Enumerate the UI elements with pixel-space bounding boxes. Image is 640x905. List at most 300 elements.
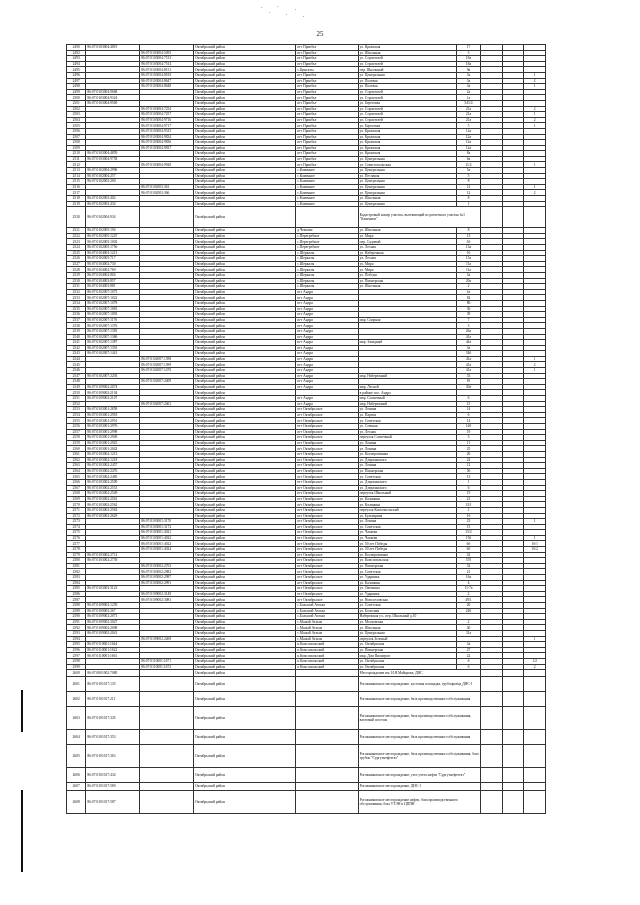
street-address: ул. Ударника: [358, 575, 456, 581]
district: Октябрьский район: [194, 745, 296, 768]
row-number: 2522: [67, 233, 86, 239]
house-number: 16а: [456, 575, 481, 581]
street-address: ул. Строителей: [358, 112, 456, 118]
district: Октябрьский район: [194, 791, 296, 814]
house-number: 1а: [456, 95, 481, 101]
locality: пгт Октябрьское: [296, 407, 358, 413]
cadastral-number-2: 86:07:0103001:3170: [140, 519, 194, 525]
cadastral-number-2: 86:07:0103004:9716: [140, 117, 194, 123]
district: Октябрьский район: [194, 507, 296, 513]
house-number: 30а: [456, 384, 481, 390]
row-number: 2546: [67, 368, 86, 374]
house-number: 3а: [456, 72, 481, 78]
house-number: 13а: [456, 245, 481, 251]
district: Октябрьский район: [194, 597, 296, 603]
cadastral-number: 86:07:0102004:934: [86, 207, 140, 228]
house-number: 12а: [456, 128, 481, 134]
district: Октябрьский район: [194, 491, 296, 497]
street-address: переулок Комсомольский: [358, 507, 456, 513]
house-number: 21: [456, 569, 481, 575]
house-number: 12а: [456, 145, 481, 151]
cadastral-number: 86:07:0103002:2739: [86, 558, 140, 564]
street-address: ул. Пионерская: [358, 468, 456, 474]
row-number: 2512: [67, 162, 86, 168]
cadastral-number: 86:07:0101017:363: [86, 745, 140, 768]
row-number: 2516: [67, 184, 86, 190]
cadastral-number-2: 86:07:0103004:7257: [140, 112, 194, 118]
district: Октябрьский район: [194, 145, 296, 151]
street-address: ул. Строителей: [358, 117, 456, 123]
row-number: 2562: [67, 457, 86, 463]
row-number: 2593: [67, 630, 86, 636]
district: Октябрьский район: [194, 300, 296, 306]
locality: пгт Октябрьское: [296, 513, 358, 519]
locality: пгт Андра: [296, 345, 358, 351]
house-number: 1: [456, 201, 481, 207]
district: Октябрьский район: [194, 261, 296, 267]
locality: [296, 677, 358, 692]
locality: с.Шеркалы: [296, 284, 358, 290]
row-number: 2535: [67, 306, 86, 312]
locality: пгт Приобье: [296, 145, 358, 151]
house-number: 18а: [456, 61, 481, 67]
cadastral-number: 86:07:0103002:2629: [86, 513, 140, 519]
house-number: 3: [456, 323, 481, 329]
apartment-number: 1: [524, 535, 546, 541]
row-number: 2549: [67, 384, 86, 390]
street-address: ул. Кооперативная: [358, 451, 456, 457]
row-number: 2515: [67, 179, 86, 185]
apartment-number: 1/2: [524, 658, 546, 664]
district: Октябрьский район: [194, 407, 296, 413]
locality: с.Шеркалы: [296, 261, 358, 267]
locality: с.Цингалы: [296, 67, 358, 73]
street-address: Набережная ул., пер. Школьный д.10: [358, 614, 456, 620]
district: Октябрьский район: [194, 162, 296, 168]
cadastral-number-2: [140, 768, 194, 783]
locality: пгт Андра: [296, 300, 358, 306]
cadastral-number: 86:07:0101017:211: [86, 692, 140, 707]
locality: пгт Октябрьское: [296, 552, 358, 558]
row-number: 2579: [67, 552, 86, 558]
row-number: 2588: [67, 603, 86, 609]
street-address: ул. Пионерская: [358, 647, 456, 653]
cadastral-number-2: 86:07:0103004:9834: [140, 134, 194, 140]
house-number: 12а: [456, 140, 481, 146]
street-address: ул. Мира: [358, 261, 456, 267]
cadastral-number-2: 86:07:0102007:1398: [140, 356, 194, 362]
row-number: 2493: [67, 56, 86, 62]
street-address: ул. Севастопольская: [358, 162, 456, 168]
street-address: ул. Крымская: [358, 140, 456, 146]
locality: пгт Приобье: [296, 112, 358, 118]
row-number: 2539: [67, 328, 86, 334]
cadastral-number-2: 86:07:0109002:2469: [140, 636, 194, 642]
locality: п.Комсомольский: [296, 642, 358, 648]
locality: с.Малый Атлым: [296, 636, 358, 642]
house-number: 9в: [456, 67, 481, 73]
cadastral-number-2: 86:07:0103004:5493: [140, 50, 194, 56]
street-address: ул. Калинина: [358, 496, 456, 502]
street-address: ул. Крымская: [358, 128, 456, 134]
district: Октябрьский район: [194, 575, 296, 581]
row-number: 2540: [67, 334, 86, 340]
locality: пгт Октябрьское: [296, 535, 358, 541]
locality: пгт Андра: [296, 295, 358, 301]
extra-2: [502, 730, 524, 745]
street-address: Рогожниковское месторождение, база производственного обслуживания: [358, 730, 481, 745]
district: Октябрьский район: [194, 519, 296, 525]
cadastral-number: 86:07:0102007:1081: [86, 306, 140, 312]
street-address: Месторождение им. Н.Я.Майорова, ДНС: [358, 670, 481, 677]
locality: пгт Октябрьское: [296, 502, 358, 508]
district: Октябрьский район: [194, 156, 296, 162]
extra-1: [481, 207, 503, 228]
street-address: ул. Кооперативная: [358, 552, 456, 558]
row-number: 2490: [67, 45, 86, 51]
district: Октябрьский район: [194, 379, 296, 385]
row-number: 2511: [67, 156, 86, 162]
district: Октябрьский район: [194, 289, 296, 295]
house-number: 30: [456, 625, 481, 631]
house-number: 3а: [456, 84, 481, 90]
street-address: ул. Московская: [358, 619, 456, 625]
apartment-number: [524, 707, 546, 730]
house-number: 3: [456, 435, 481, 441]
row-number: 2566: [67, 479, 86, 485]
house-number: 39: [456, 312, 481, 318]
cadastral-number-2: 86:07:0103004:8183: [140, 72, 194, 78]
house-number: 41а: [456, 368, 481, 374]
district: Октябрьский район: [194, 345, 296, 351]
row-number: 2492: [67, 50, 86, 56]
house-number: 2: [456, 591, 481, 597]
house-number: 12: [456, 463, 481, 469]
cadastral-number: 86:07:0104003:1213: [86, 250, 140, 256]
row-number: 2602: [67, 692, 86, 707]
row-number: 2526: [67, 256, 86, 262]
house-number: 21а: [456, 112, 481, 118]
table-row: [67, 670, 546, 677]
cadastral-number: 86:07:0103002:2476: [86, 468, 140, 474]
row-number: 2592: [67, 625, 86, 631]
street-address: ул. Чапаева: [358, 530, 456, 536]
district: Октябрьский район: [194, 362, 296, 368]
locality: пгт Приобье: [296, 106, 358, 112]
row-number: 2555: [67, 418, 86, 424]
cadastral-number-2: 86:07:0103004:7514: [140, 61, 194, 67]
apartment-number: 2: [524, 106, 546, 112]
cadastral-number: 86:07:0102007:1093: [86, 312, 140, 318]
street-address: ул. Школьная: [358, 50, 456, 56]
street-address: пер. Школьный: [358, 67, 456, 73]
row-number: 2498: [67, 84, 86, 90]
extra-1: [481, 783, 503, 791]
street-address: ул. Бульварная: [358, 513, 456, 519]
street-address: мкр. Лесной: [358, 384, 456, 390]
extra-2: [502, 692, 524, 707]
house-number: 15: [456, 491, 481, 497]
house-number: 41а: [456, 334, 481, 340]
cadastral-number-2: 86:07:0103004:7254: [140, 106, 194, 112]
row-number: 2556: [67, 424, 86, 430]
cadastral-number-2: 86:07:0102003:366: [140, 190, 194, 196]
row-number: 2576: [67, 535, 86, 541]
street-address: ул. Мира: [358, 267, 456, 273]
row-number: 2529: [67, 272, 86, 278]
district: Октябрьский район: [194, 106, 296, 112]
street-address: ул. Болотная: [358, 608, 456, 614]
locality: пгт Октябрьское: [296, 563, 358, 569]
locality: пгт Андра: [296, 351, 358, 357]
extra-2: [502, 670, 524, 677]
cadastral-number-2: [140, 730, 194, 745]
locality: пгт Октябрьское: [296, 446, 358, 452]
street-address: ул. Школьная: [358, 625, 456, 631]
house-number: 1: [456, 507, 481, 513]
district: Октябрьский район: [194, 179, 296, 185]
row-number: 2500: [67, 95, 86, 101]
cadastral-number: 86:07:0102005:194: [86, 228, 140, 234]
cadastral-number: 86:07:0103001:2951: [86, 418, 140, 424]
house-number: 12а: [456, 134, 481, 140]
cadastral-number: 86:07:0104003:881: [86, 284, 140, 290]
row-number: 2503: [67, 112, 86, 118]
row-number: 2513: [67, 168, 86, 174]
district: Октябрьский район: [194, 412, 296, 418]
cadastral-number: 86:07:0102003:200: [86, 179, 140, 185]
street-address: ул. Школьная: [358, 228, 456, 234]
row-number: 2561: [67, 451, 86, 457]
house-number: 32: [456, 563, 481, 569]
locality: пгт Октябрьское: [296, 530, 358, 536]
district: Октябрьский район: [194, 435, 296, 441]
apartment-number: 1: [524, 84, 546, 90]
street-address: ул. Центральная: [358, 184, 456, 190]
house-number: 44а: [456, 340, 481, 346]
row-number: 2607: [67, 783, 86, 791]
row-number: 2591: [67, 619, 86, 625]
house-number: 21: [456, 496, 481, 502]
house-number: 16: [456, 250, 481, 256]
house-number: 41а: [456, 356, 481, 362]
district: Октябрьский район: [194, 50, 296, 56]
street-address: ул. Центральная: [358, 72, 456, 78]
district: Октябрьский район: [194, 552, 296, 558]
row-number: 2558: [67, 435, 86, 441]
apartment-number: 2: [524, 664, 546, 670]
apartment-number: 1: [524, 112, 546, 118]
district: Октябрьский район: [194, 474, 296, 480]
cadastral-number-2: 86:07:0103004:8647: [140, 78, 194, 84]
register-body-3: [67, 670, 546, 814]
extra-1: [481, 730, 503, 745]
apartment-number: [524, 670, 546, 677]
row-number: 2590: [67, 614, 86, 620]
street-address: в районе пос. Андра: [358, 390, 456, 396]
locality: с.Каменное: [296, 201, 358, 207]
house-number: 3а: [456, 642, 481, 648]
cadastral-number-2: 86:07:0103004:8648: [140, 84, 194, 90]
cadastral-number: 86:07:0103004:9324: [86, 95, 140, 101]
district: Октябрьский район: [194, 547, 296, 553]
apartment-number: [524, 791, 546, 814]
locality: с.Перегребное: [296, 239, 358, 245]
house-number: 31а: [456, 630, 481, 636]
locality: пгт Октябрьское: [296, 507, 358, 513]
row-number: 2581: [67, 563, 86, 569]
row-number: 2520: [67, 207, 86, 228]
district: Октябрьский район: [194, 418, 296, 424]
house-number: 42: [456, 552, 481, 558]
row-number: 2519: [67, 201, 86, 207]
cadastral-number: 86:07:0102005:1247: [86, 233, 140, 239]
street-address: ул. Лесная: [358, 245, 456, 251]
cadastral-number: 86:07:0103001:2918: [86, 412, 140, 418]
cadastral-number: 86:07:0103002:2712: [86, 552, 140, 558]
row-number: 2496: [67, 72, 86, 78]
house-number: 3: [456, 50, 481, 56]
cadastral-number: 86:07:0102007:2203: [86, 373, 140, 379]
cadastral-number-2: 86:07:0103002:2987: [140, 575, 194, 581]
street-address: ул. Дзержинского: [358, 485, 456, 491]
house-number: 15: [456, 401, 481, 407]
table-row: [67, 207, 546, 228]
house-number: 6: [456, 412, 481, 418]
street-address: ул. Крымская: [358, 45, 456, 51]
district: Октябрьский район: [194, 463, 296, 469]
street-address: ул. Лесная: [358, 256, 456, 262]
row-number: 2572: [67, 513, 86, 519]
row-number: 2537: [67, 317, 86, 323]
cadastral-number: 86:07:0102005:1756: [86, 245, 140, 251]
house-number: 11а: [456, 267, 481, 273]
cadastral-number-2: 86:07:0103002:2982: [140, 569, 194, 575]
district: Октябрьский район: [194, 563, 296, 569]
apartment-number: [524, 677, 546, 692]
district: Октябрьский район: [194, 67, 296, 73]
cadastral-number: 86:07:0109002:2008: [86, 625, 140, 631]
district: Октябрьский район: [194, 84, 296, 90]
locality: пгт Октябрьское: [296, 424, 358, 430]
locality: пгт Приобье: [296, 100, 358, 106]
row-number: 2559: [67, 440, 86, 446]
locality: п.Комсомольский: [296, 664, 358, 670]
apartment-number: 1: [524, 356, 546, 362]
row-number: 2604: [67, 730, 86, 745]
locality: д.Чемаши: [296, 228, 358, 234]
locality: пгт Приобье: [296, 72, 358, 78]
locality: пгт Приобье: [296, 117, 358, 123]
row-number: 2552: [67, 401, 86, 407]
row-number: 2585: [67, 586, 86, 592]
district: Октябрьский район: [194, 56, 296, 62]
cadastral-number-2: 86:07:0110001:1672: [140, 664, 194, 670]
cadastral-number: 86:07:0103002:1218: [86, 457, 140, 463]
house-number: 20а: [456, 278, 481, 284]
extra-2: [502, 783, 524, 791]
district: Октябрьский район: [194, 128, 296, 134]
district: Октябрьский район: [194, 173, 296, 179]
street-address: ул. Советская: [358, 418, 456, 424]
cadastral-number: 86:07:0109002:2041: [86, 630, 140, 636]
row-number: 2545: [67, 362, 86, 368]
house-number: 21а: [456, 106, 481, 112]
house-number: 3а: [456, 272, 481, 278]
street-address: переулок Солнечный: [358, 435, 456, 441]
locality: пгт Приобье: [296, 162, 358, 168]
district: Октябрьский район: [194, 390, 296, 396]
district: Октябрьский район: [194, 642, 296, 648]
cadastral-number-2: [140, 745, 194, 768]
district: Октябрьский район: [194, 328, 296, 334]
locality: пгт Октябрьское: [296, 496, 358, 502]
district: Октябрьский район: [194, 619, 296, 625]
district: Октябрьский район: [194, 233, 296, 239]
cadastral-number: 86:07:0102007:1386: [86, 334, 140, 340]
apartment-number: 2: [524, 117, 546, 123]
cadastral-number: 86:07:0103002:2549: [86, 491, 140, 497]
district: Октябрьский район: [194, 207, 296, 228]
district: Октябрьский район: [194, 658, 296, 664]
street-address: ул. Строителей: [358, 61, 456, 67]
cadastral-number: 86:07:0102003:402: [86, 196, 140, 202]
house-number: 82: [456, 295, 481, 301]
locality: пгт Приобье: [296, 84, 358, 90]
street-address: переулок Зеленый: [358, 636, 456, 642]
locality: пгт Андра: [296, 340, 358, 346]
district: Октябрьский район: [194, 196, 296, 202]
street-address: ул. Пионерская: [358, 278, 456, 284]
street-address: мкр. Западный: [358, 340, 456, 346]
house-number: 3а: [456, 345, 481, 351]
district: Октябрьский район: [194, 61, 296, 67]
locality: пгт Андра: [296, 379, 358, 385]
property-register-table: [66, 44, 546, 814]
district: Октябрьский район: [194, 373, 296, 379]
table-row: [67, 707, 546, 730]
street-address: ул. Советская: [358, 524, 456, 530]
district: Октябрьский район: [194, 168, 296, 174]
extra-1: [481, 677, 503, 692]
locality: пгт Андра: [296, 306, 358, 312]
house-number: 24б: [456, 608, 481, 614]
house-number: 4: [456, 580, 481, 586]
house-number: 12: [456, 184, 481, 190]
row-number: 2507: [67, 134, 86, 140]
street-address: ул. Строителей: [358, 95, 456, 101]
street-address: ул. Набережная: [358, 250, 456, 256]
locality: пгт Андра: [296, 368, 358, 374]
cadastral-number: 86:07:0101017:345: [86, 707, 140, 730]
row-number: 2568: [67, 491, 86, 497]
apartment-number: 2: [524, 78, 546, 84]
row-number: 2574: [67, 524, 86, 530]
street-address: ул. Ленина: [358, 519, 456, 525]
district: Октябрьский район: [194, 323, 296, 329]
extra-2: [502, 207, 524, 228]
house-number: 8а: [456, 151, 481, 157]
row-number: 2586: [67, 591, 86, 597]
locality: пгт Андра: [296, 328, 358, 334]
row-number: 2554: [67, 412, 86, 418]
extra-1: [481, 768, 503, 783]
house-number: 19: [456, 429, 481, 435]
row-number: 2517: [67, 190, 86, 196]
street-address: ул. Степная: [358, 424, 456, 430]
district: Октябрьский район: [194, 653, 296, 659]
locality: пгт Приобье: [296, 56, 358, 62]
